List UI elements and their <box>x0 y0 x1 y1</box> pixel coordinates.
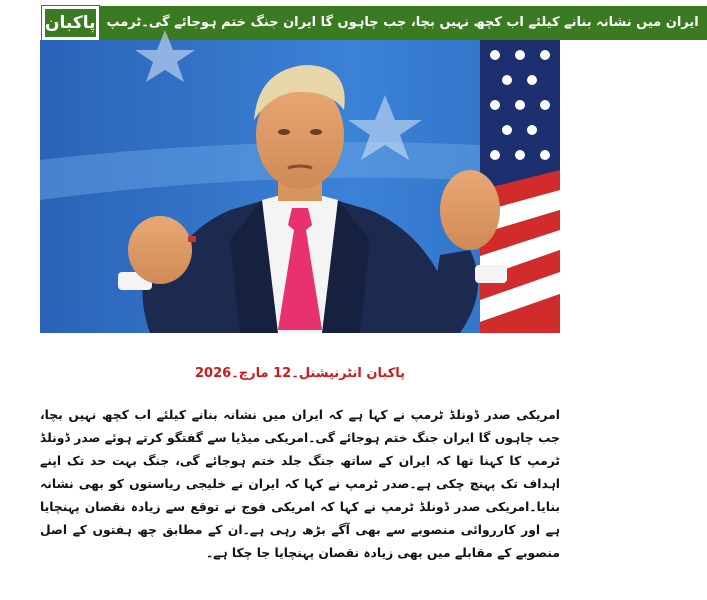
headline: ایران میں نشانہ بنانے کیلئے اب کچھ نہیں بچا، جب چاہوں گا ایران جنگ ختم ہوجائے گی۔ٹرمپ <box>99 6 707 40</box>
header-bar <box>40 6 699 40</box>
brand-logo: پاکبان <box>42 6 99 40</box>
news-photo <box>40 40 560 333</box>
article-body: امریکی صدر ڈونلڈ ٹرمپ نے کہا ہے کہ ایران میں نشانہ بنانے کیلئے اب کچھ نہیں بچا، جب چاہوں گا ایران جنگ ختم ہوجائے گی۔امریکی میڈیا سے گفتگو کرتے ہوئے صدر ڈونلڈ ٹرمپ کا کہنا تھا کہ ایران کے ساتھ جنگ جلد ختم ہوجائے گی، جنگ بہت حد تک اپنے اہداف تک پہنچ چکی ہے۔صدر ٹرمپ نے کہا کہ ایران نے خلیجی ریاستوں کو بھی نشانہ بنایا۔امریکی صدر ڈونلڈ ٹرمپ نے کہا کہ امریکی فوج نے توقع سے زیادہ نقصان پہنچایا ہے اور کارروائی منصوبے سے بھی آگے بڑھ رہی ہے۔ان کے مطابق چھ ہفتوں کے اصل منصوبے کے مقابلے میں بھی زیادہ نقصان پہنچایا جا چکا ہے۔ <box>40 408 560 560</box>
dateline: پاکبان انٹرنیشنل۔12 مارچ۔2026 <box>194 366 406 381</box>
